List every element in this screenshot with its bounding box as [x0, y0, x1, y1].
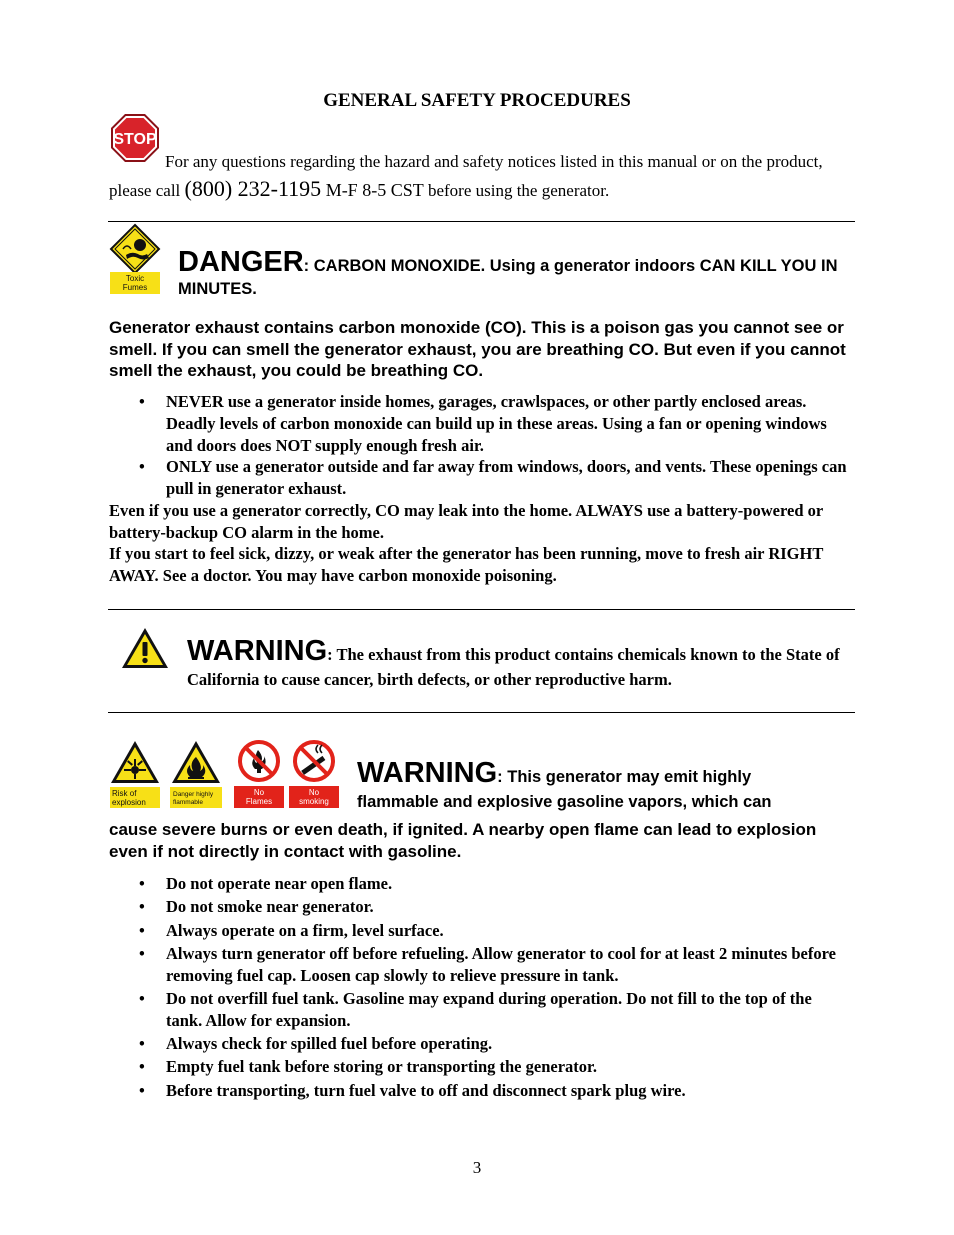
list-item: • Always check for spilled fuel before operating.: [139, 1034, 493, 1054]
danger-bullet-list: [109, 391, 849, 500]
danger-paragraph: Generator exhaust contains carbon monoxide (CO). This is a poison gas you cannot see or smell. If you can smell the generator exhaust, you are breathing CO. But even if you cannot smell the exhaust, you could be breathing CO.: [109, 318, 846, 380]
warning-fuel-header: [357, 757, 837, 815]
warning-ca-heading: WARNING: [187, 635, 328, 667]
warning-fuel-paragraph: cause severe burns or even death, if ignited. A nearby open flame can lead to explosion even if not directly in contact with gasoline.: [109, 820, 817, 861]
toxic-fumes-icon: [109, 223, 161, 295]
section-divider: [108, 712, 855, 713]
section-divider: [108, 221, 855, 222]
list-item: • Before transporting, turn fuel valve to off and disconnect spark plug wire.: [139, 1080, 686, 1100]
warning-ca-body: : The exhaust from this product contains chemicals known to the State of California to cause cancer, birth defects, or other reproductive harm.: [187, 645, 840, 689]
page-number: 3: [472, 1158, 482, 1177]
list-item: • Do not smoke near generator.: [139, 897, 374, 917]
fuel-safety-bullet-list: [109, 873, 849, 1101]
page-title: GENERAL SAFETY PROCEDURES: [323, 90, 631, 111]
list-item: • Empty fuel tank before storing or transporting the generator.: [139, 1057, 597, 1077]
highly-flammable-icon: [169, 739, 223, 809]
list-item: • Do not operate near open flame.: [139, 874, 393, 893]
section-divider: [108, 609, 855, 610]
svg-text:STOP: STOP: [113, 131, 157, 148]
warning-ca-text: [187, 635, 852, 693]
list-item: • Do not overfill fuel tank. Gasoline may expand during operation. Do not fill to the top of the tank. Allow for expansion.: [139, 988, 812, 1030]
warning-triangle-icon: [120, 626, 170, 670]
svg-text:Fumes: Fumes: [122, 283, 148, 292]
explosion-risk-icon: [109, 739, 161, 809]
intro-text-end: before using the generator.: [423, 181, 610, 200]
danger-header: [178, 246, 848, 301]
svg-text:Toxic: Toxic: [125, 274, 145, 283]
list-item: • NEVER use a generator inside homes, garages, crawlspaces, or other partly enclosed areas. Deadly levels of carbon monoxide can build up in these areas. Using a fan or opening windows and doors does NOT supply enough fresh air.: [139, 392, 827, 455]
danger-subheading: : CARBON MONOXIDE. Using a generator indoors CAN KILL YOU IN MINUTES.: [178, 257, 838, 298]
no-smoking-icon: [288, 739, 340, 809]
warning-fuel-heading: WARNING: [357, 757, 498, 789]
intro-paragraph: [109, 148, 839, 204]
no-flames-icon: [233, 739, 285, 809]
support-hours: M-F 8-5 CST: [321, 180, 424, 200]
phone-number: (800) 232-1195: [184, 176, 322, 201]
svg-text:No: No: [308, 788, 320, 797]
danger-co-alarm-note: Even if you use a generator correctly, CO may leak into the home. ALWAYS use a battery-powered or battery-backup CO alarm in the home.: [109, 501, 823, 542]
danger-symptoms-note: If you start to feel sick, dizzy, or weak after the generator has been running, move to fresh air RIGHT AWAY. See a doctor. You may have carbon monoxide poisoning.: [109, 544, 824, 585]
list-item: • ONLY use a generator outside and far away from windows, doors, and vents. These openings can pull in generator exhaust.: [139, 457, 847, 499]
svg-text:explosion: explosion: [112, 798, 146, 807]
svg-text:Flames: Flames: [245, 797, 273, 806]
svg-text:flammable: flammable: [173, 799, 203, 806]
svg-text:No: No: [253, 788, 265, 797]
svg-text:smoking: smoking: [299, 797, 329, 806]
svg-text:Risk of: Risk of: [112, 789, 137, 798]
warning-fuel-intro: : This generator may emit highly flammable and explosive gasoline vapors, which can: [357, 768, 772, 811]
list-item: • Always operate on a firm, level surface.: [139, 920, 444, 940]
svg-text:Danger highly: Danger highly: [173, 791, 214, 798]
danger-heading: DANGER: [178, 246, 304, 278]
list-item: • Always turn generator off before refueling. Allow generator to cool for at least 2 minutes before removing fuel cap. Loosen cap slowly to relieve pressure in tank.: [139, 943, 836, 985]
intro-text: For any questions regarding the hazard and safety notices listed in this manual or on the product, please call: [109, 152, 823, 200]
